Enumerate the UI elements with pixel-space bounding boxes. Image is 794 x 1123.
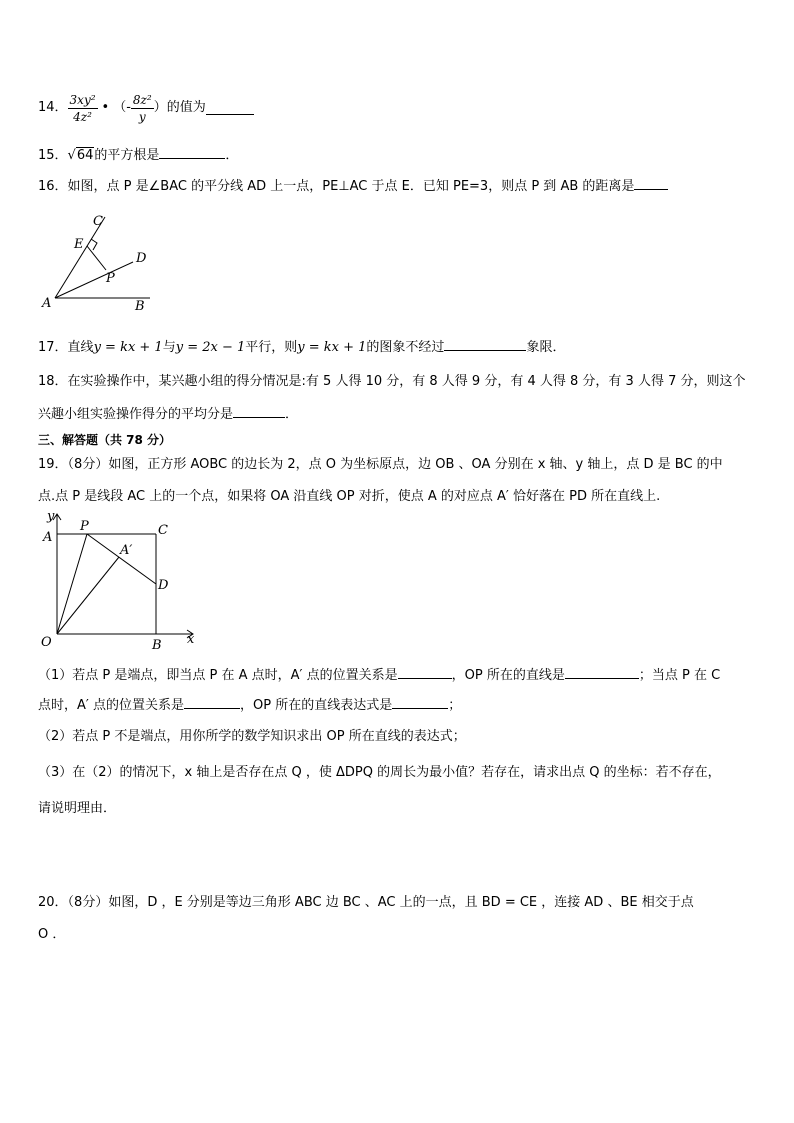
q15-end: ． xyxy=(225,148,239,163)
q17-equation-3: y = kx + 1 xyxy=(297,340,367,355)
q15-line xyxy=(38,145,238,165)
q16-ray-ac xyxy=(55,217,105,298)
q19-part1-text-a: （1）若点 P 是端点，即当点 P 在 A 点时，A′ 点的位置关系是 xyxy=(38,668,398,683)
sqrt-icon: √ xyxy=(67,148,76,163)
q17-text-2: 与 xyxy=(162,340,176,355)
q19-part3-line-2 xyxy=(38,800,116,818)
q15-tail: 的平方根是 xyxy=(94,148,160,163)
q17-answer-blank[interactable] xyxy=(444,337,526,351)
q19-label-p: P xyxy=(80,519,89,534)
q16-text: 16．如图，点 P 是∠BAC 的平分线 AD 上一点，PE⊥AC 于点 E．已知 PE=3，则点 P 到 AB 的距离是 xyxy=(38,179,635,194)
q14-fraction-1-denominator: 4z² xyxy=(73,109,92,124)
q20-text-2: O ． xyxy=(38,927,66,942)
q19-label-x: x xyxy=(187,632,195,647)
q17-line xyxy=(38,337,565,357)
q17-number: 17． xyxy=(38,340,68,355)
q18-line-1 xyxy=(38,373,745,391)
q14-fraction-2 xyxy=(131,92,154,125)
q19-segment-op xyxy=(57,534,87,634)
q14-line xyxy=(38,90,254,126)
q18-text-1: 18．在实验操作中，某兴趣小组的得分情况是:有 5 人得 10 分，有 8 人得 9 分，有 4 人得 8 分，有 3 人得 7 分，则这个 xyxy=(38,374,746,389)
q17-equation-1: y = kx + 1 xyxy=(93,340,163,355)
q14-fraction-1 xyxy=(68,92,98,125)
q16-label-d: D xyxy=(136,251,147,266)
q19-part1-text-b: ，OP 所在的直线是 xyxy=(451,668,565,683)
q19-label-b: B xyxy=(152,638,162,653)
q17-text-4: 的图象不经过 xyxy=(366,340,445,355)
q19-label-c: C xyxy=(158,523,168,538)
q19-segment-pd xyxy=(87,534,156,584)
q19-part2-line xyxy=(38,728,466,746)
q19-label-a: A xyxy=(43,530,53,545)
q19-line-1 xyxy=(38,456,723,474)
q14-answer-blank[interactable] xyxy=(206,101,254,115)
q17-text-1: 直线 xyxy=(67,340,94,355)
q19-label-y: y xyxy=(47,509,55,524)
q15-answer-blank[interactable] xyxy=(159,145,225,159)
q19-part1-text-d: 点时，A′ 点的位置关系是 xyxy=(38,698,184,713)
q19-part1-blank-4[interactable] xyxy=(392,695,448,709)
q14-fraction-1-numerator: 3xy² xyxy=(69,92,96,107)
q16-label-e: E xyxy=(74,237,84,252)
q19-part1-text-c: ；当点 P 在 C xyxy=(638,668,721,683)
q19-label-o: O xyxy=(41,635,52,650)
q14-tail: 的值为 xyxy=(166,100,206,115)
q20-line-2 xyxy=(38,926,65,944)
q14-paren-close: ） xyxy=(153,100,167,115)
q19-part1-blank-3[interactable] xyxy=(184,695,240,709)
q19-part1-line-2 xyxy=(38,695,461,715)
q14-fraction-2-denominator: y xyxy=(138,109,146,124)
q19-text-2: 点.点 P 是线段 AC 上的一个点，如果将 OA 沿直线 OP 对折，使点 A 的对应点 A′ 恰好落在 PD 所在直线上. xyxy=(38,489,661,504)
q19-part1-text-f: ； xyxy=(448,698,462,713)
q14-fraction-2-numerator: 8z² xyxy=(132,92,152,107)
q18-end: ． xyxy=(285,407,299,422)
q19-figure xyxy=(38,508,198,654)
q14-paren-open: （- xyxy=(113,100,131,115)
q15-radicand: 64 xyxy=(76,148,94,163)
q19-part3-text-a: （3）在（2）的情况下，x 轴上是否存在点 Q ，使 ΔDPQ 的周长为最小值？若存在，请求出点 Q 的坐标：若不存在， xyxy=(38,765,721,780)
q19-part1-blank-2[interactable] xyxy=(565,665,639,679)
q18-text-2: 兴趣小组实验操作得分的平均分是 xyxy=(38,407,234,422)
q14-dot: • xyxy=(101,100,110,115)
q18-line-2 xyxy=(38,404,298,424)
q19-part2-text: （2）若点 P 不是端点，用你所学的数学知识求出 OP 所在直线的表达式； xyxy=(38,729,466,744)
q19-part3-line-1 xyxy=(38,764,721,782)
q19-line-2 xyxy=(38,488,660,506)
q17-text-5: 象限． xyxy=(526,340,566,355)
q16-right-angle-mark xyxy=(91,239,97,250)
q16-figure xyxy=(38,210,158,315)
q19-part1-text-e: ，OP 所在的直线表达式是 xyxy=(239,698,393,713)
q19-text-1: 19．（8分）如图，正方形 AOBC 的边长为 2，点 O 为坐标原点，边 OB 、OA 分别在 x 轴、y 轴上，点 D 是 BC 的中 xyxy=(38,457,723,472)
q14-number: 14． xyxy=(38,100,68,115)
q19-part1-line-1 xyxy=(38,665,720,685)
q16-label-c: C xyxy=(93,214,103,229)
q16-label-a: A xyxy=(42,296,52,311)
q19-segment-oa-prime xyxy=(57,557,119,634)
q19-part1-blank-1[interactable] xyxy=(398,665,452,679)
q16-line xyxy=(38,176,668,196)
q15-number: 15． xyxy=(38,148,68,163)
q20-line-1 xyxy=(38,894,694,912)
q17-equation-2: y = 2x − 1 xyxy=(175,340,246,355)
q19-part3-text-b: 请说明理由． xyxy=(38,801,117,816)
q16-label-b: B xyxy=(135,299,145,314)
q16-segment-pe xyxy=(87,246,106,270)
q18-answer-blank[interactable] xyxy=(233,404,285,418)
q17-text-3: 平行，则 xyxy=(245,340,298,355)
section-3-heading: 三、解答题（共 78 分） xyxy=(38,433,172,447)
q16-ray-ad xyxy=(55,262,133,298)
q16-label-p: P xyxy=(106,271,115,286)
q16-answer-blank[interactable] xyxy=(634,176,668,190)
q19-label-d: D xyxy=(158,578,169,593)
q20-text-1: 20．（8分）如图，D ，E 分别是等边三角形 ABC 边 BC 、AC 上的一点，且 BD = CE ，连接 AD 、BE 相交于点 xyxy=(38,895,694,910)
q19-label-a-prime: A′ xyxy=(120,543,133,558)
